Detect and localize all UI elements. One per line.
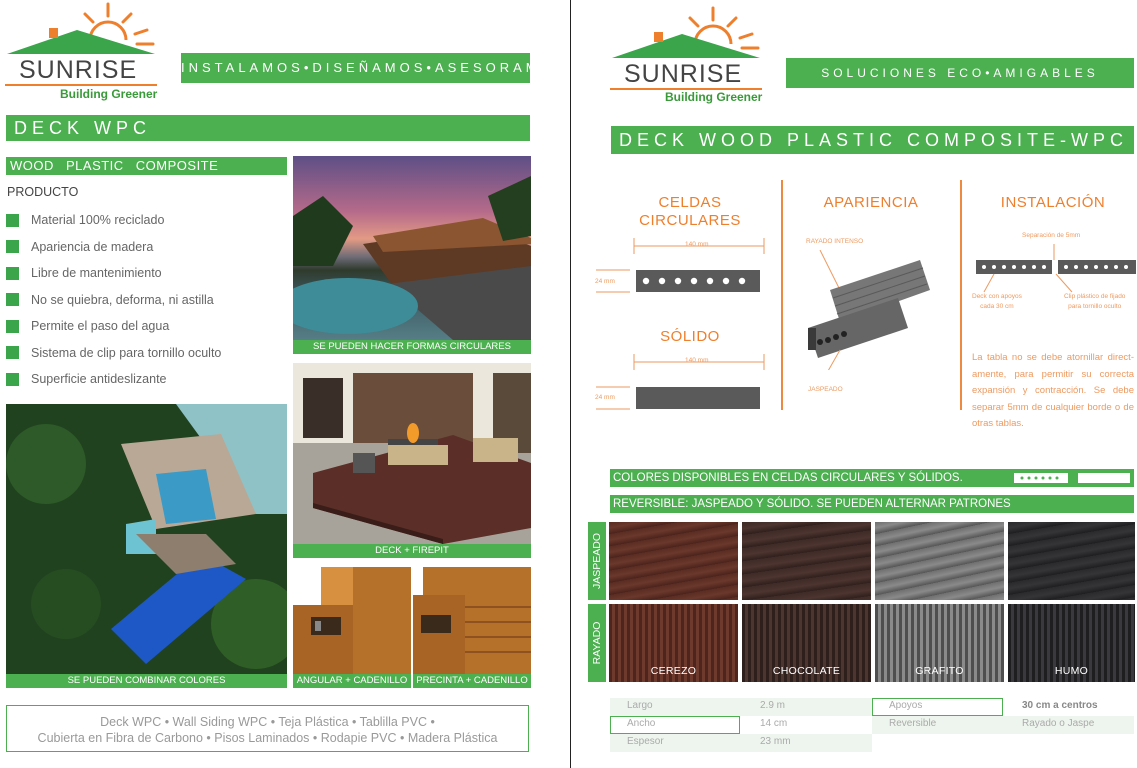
left-banner: INSTALAMOS•DISEÑAMOS•ASESORAMOS xyxy=(181,53,530,83)
solido-height-label: 24 mm xyxy=(595,394,615,401)
feature-item: Superficie antideslizante xyxy=(6,366,286,393)
swatch-cerezo-rayado: CEREZO xyxy=(609,604,738,682)
board-profile-icons xyxy=(1014,473,1130,483)
sunrise-logo-right xyxy=(610,4,775,104)
column-divider xyxy=(781,180,783,410)
footer-line-2: Cubierta en Fibra de Carbono • Pisos Laminados • Rodapie PVC • Madera Plástica xyxy=(37,731,498,745)
logo-brand-name: SUNRISE xyxy=(19,56,138,84)
solido-title: SÓLIDO xyxy=(660,328,720,345)
installation-paragraph: La tabla no se debe atornillar direct-amente, para permitir su correcta expansión y contracción. Se debe separar 5mm de cualquier borde o de otras tablas. xyxy=(972,352,1134,429)
celdas-title: CELDAS CIRCULARES xyxy=(639,194,741,229)
spec-ancho: Ancho 14 cm xyxy=(610,716,872,734)
spec-apoyos: Apoyos 30 cm a centros xyxy=(872,698,1134,716)
feature-item: Libre de mantenimiento xyxy=(6,260,286,287)
feature-item: Material 100% reciclado xyxy=(6,207,286,234)
pool-deck-photo xyxy=(293,156,531,340)
product-label: PRODUCTO xyxy=(7,185,79,199)
sun-roof-icon xyxy=(5,2,170,62)
separation-label: Separación de 5mm xyxy=(1022,232,1081,239)
colors-bar: COLORES DISPONIBLES EN CELDAS CIRCULARES Y SÓLIDOS. xyxy=(610,469,1134,487)
celdas-width-label: 140 mm xyxy=(685,241,709,248)
row-label-rayado: RAYADO xyxy=(588,604,606,682)
deck-board-render xyxy=(800,250,940,370)
deck-supports-note: Deck con apoyos cada 30 cm xyxy=(972,293,1022,310)
swatch-grafito-rayado: GRAFITO xyxy=(875,604,1004,682)
firepit-caption: DECK + FIREPIT xyxy=(293,544,531,558)
precinta-profile-photo xyxy=(413,567,531,674)
precinta-caption: PRECINTA + CADENILLO xyxy=(413,674,531,688)
left-title: DECK WPC xyxy=(6,115,530,141)
logo-tagline: Building Greener xyxy=(60,87,158,101)
solid-profile xyxy=(592,352,772,414)
footer-line-1: Deck WPC • Wall Siding WPC • Teja Plástica • Tablilla PVC • xyxy=(100,715,435,729)
angular-profile-photo xyxy=(293,567,411,674)
firepit-deck-photo xyxy=(293,363,531,544)
instalacion-title: INSTALACIÓN xyxy=(1000,194,1106,211)
celdas-height-label: 24 mm xyxy=(595,278,615,285)
sun-roof-icon xyxy=(610,4,775,64)
swatch-cerezo-jaspeado xyxy=(609,522,738,600)
swatch-chocolate-rayado: CHOCOLATE xyxy=(742,604,871,682)
apariencia-title: APARIENCIA xyxy=(823,194,919,211)
right-banner: SOLUCIONES ECO•AMIGABLES xyxy=(786,58,1134,88)
jaspeado-label: JASPEADO xyxy=(808,386,843,393)
reversible-bar: REVERSIBLE: JASPEADO Y SÓLIDO. SE PUEDEN ALTERNAR PATRONES xyxy=(610,495,1134,513)
angular-caption: ANGULAR + CADENILLO xyxy=(293,674,411,688)
product-footer-box xyxy=(6,705,529,752)
aerial-caption: SE PUEDEN COMBINAR COLORES xyxy=(6,674,287,688)
row-label-jaspeado: JASPEADO xyxy=(588,522,606,600)
feature-item: Apariencia de madera xyxy=(6,234,286,261)
left-subtitle: WOOD PLASTIC COMPOSITE xyxy=(6,157,287,175)
spec-espesor: Espesor 23 mm xyxy=(610,734,872,752)
feature-item: No se quiebra, deforma, ni astilla xyxy=(6,287,286,314)
page-divider xyxy=(570,0,571,768)
logo-brand-name: SUNRISE xyxy=(624,60,743,88)
feature-list xyxy=(6,207,286,393)
spec-largo: Largo 2.9 m xyxy=(610,698,872,716)
logo-tagline: Building Greener xyxy=(665,90,763,104)
sunrise-logo-left xyxy=(5,2,170,100)
swatch-humo-rayado: HUMO xyxy=(1008,604,1135,682)
rayado-intenso-label: RAYADO INTENSO xyxy=(806,238,864,245)
feature-item: Sistema de clip para tornillo oculto xyxy=(6,340,286,367)
clip-note: Clip plástico de fijado para tornillo oculto xyxy=(1064,293,1126,310)
swatch-chocolate-jaspeado xyxy=(742,522,871,600)
solido-width-label: 140 mm xyxy=(685,357,709,364)
column-divider xyxy=(960,180,962,410)
pool-caption: SE PUEDEN HACER FORMAS CIRCULARES xyxy=(293,340,531,354)
right-title: DECK WOOD PLASTIC COMPOSITE-WPC xyxy=(611,126,1134,154)
installation-diagram xyxy=(974,244,1137,294)
swatch-grafito-jaspeado xyxy=(875,522,1004,600)
circular-cell-profile xyxy=(592,236,772,298)
feature-item: Permite el paso del agua xyxy=(6,313,286,340)
swatch-humo-jaspeado xyxy=(1008,522,1135,600)
aerial-pool-photo xyxy=(6,404,287,674)
spec-reversible: Reversible Rayado o Jaspe xyxy=(872,716,1134,734)
